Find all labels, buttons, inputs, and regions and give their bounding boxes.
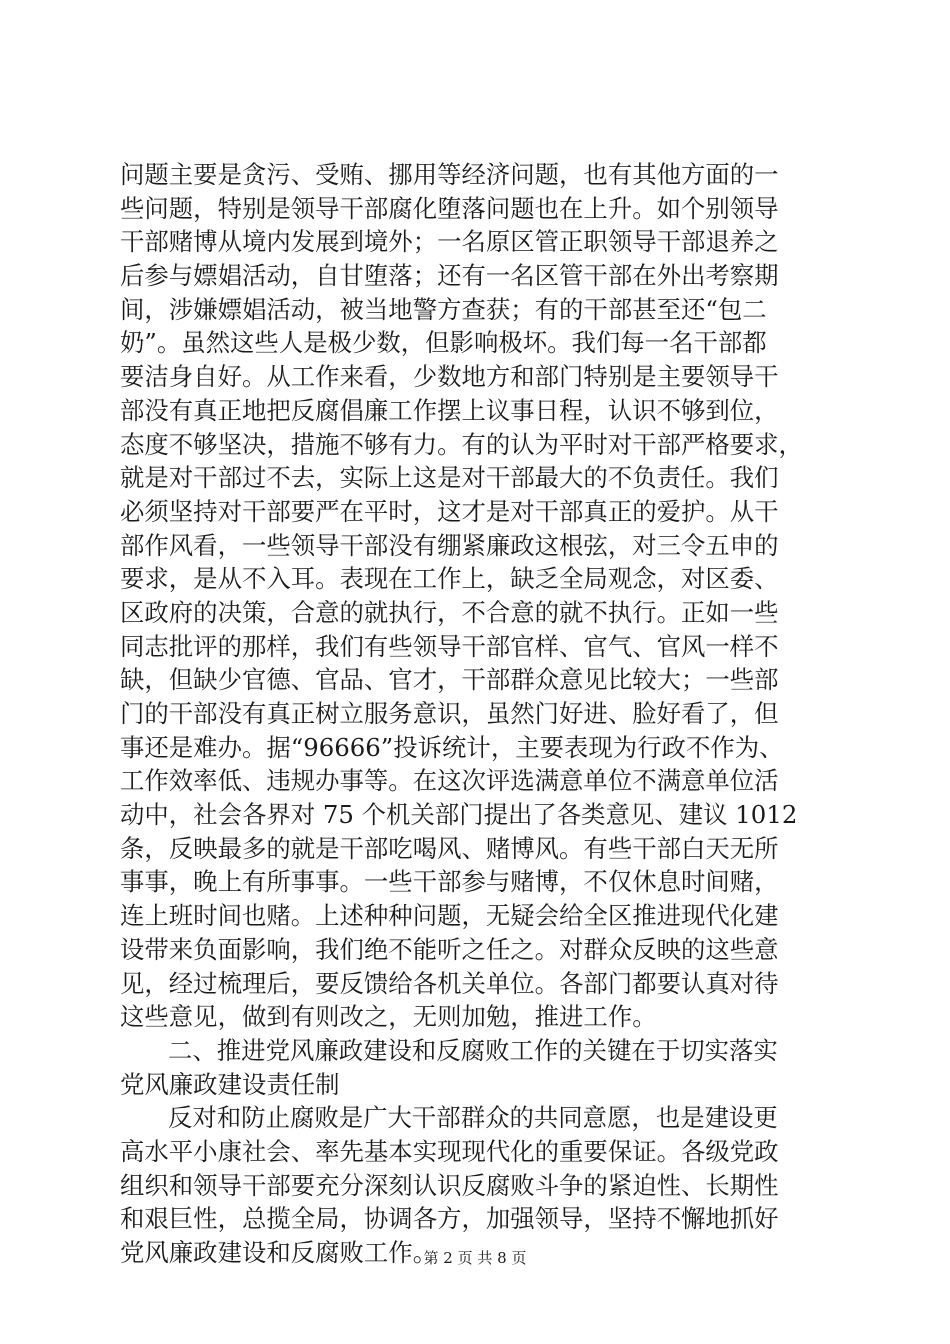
text-line: 组织和领导干部要充分深刻认识反腐败斗争的紧迫性、长期性 xyxy=(120,1170,779,1200)
text-line: 就是对干部过不去，实际上这是对干部最大的不负责任。我们 xyxy=(120,463,779,493)
text-line: 奶”。虽然这些人是极少数，但影响极坏。我们每一名干部都 xyxy=(120,328,767,358)
text-line: 区政府的决策，合意的就执行，不合意的就不执行。正如一些 xyxy=(120,597,779,627)
section-heading-line: 二、推进党风廉政建设和反腐败工作的关键在于切实落实 xyxy=(168,1035,778,1065)
text-line: 见，经过梳理后，要反馈给各机关单位。各部门都要认真对待 xyxy=(120,968,779,998)
text-line: 动中，社会各界对 75 个机关部门提出了各类意见、建议 1012 xyxy=(120,800,798,830)
text-line: 缺，但缺少官德、官品、官才，干部群众意见比较大；一些部 xyxy=(120,665,779,695)
text-line: 连上班时间也赌。上述种种问题，无疑会给全区推进现代化建 xyxy=(120,901,779,931)
text-line: 党风廉政建设和反腐败工作。 xyxy=(120,1238,438,1267)
text-line: 部作风看，一些领导干部没有绷紧廉政这根弦，对三令五申的 xyxy=(120,530,779,560)
body-text xyxy=(120,158,835,1270)
text-line: 高水平小康社会、率先基本实现现代化的重要保证。各级党政 xyxy=(120,1136,779,1166)
text-line: 门的干部没有真正树立服务意识，虽然门好进、脸好看了，但 xyxy=(120,699,779,728)
text-line: 些问题，特别是领导干部腐化堕落问题也在上升。如个别领导 xyxy=(120,193,779,223)
text-line: 和艰巨性，总揽全局，协调各方，加强领导，坚持不懈地抓好 xyxy=(120,1204,779,1234)
text-line: 同志批评的那样，我们有些领导干部官样、官气、官风一样不 xyxy=(120,631,779,661)
text-line: 间，涉嫌嫖娼活动，被当地警方查获；有的干部甚至还“包二 xyxy=(120,294,767,324)
text-line: 事事，晚上有所事事。一些干部参与赌博，不仅休息时间赌， xyxy=(120,867,779,897)
text-line: 后参与嫖娼活动，自甘堕落；还有一名区管干部在外出考察期 xyxy=(120,261,779,291)
section-heading-line: 党风廉政建设责任制 xyxy=(120,1069,340,1099)
text-line: 要洁身自好。从工作来看，少数地方和部门特别是主要领导干 xyxy=(120,362,779,392)
text-line: 工作效率低、违规办事等。在这次评选满意单位不满意单位活 xyxy=(120,766,779,796)
text-line: 事还是难办。据“96666”投诉统计，主要表现为行政不作为、 xyxy=(120,732,784,762)
text-line: 条，反映最多的就是干部吃喝风、赌博风。有些干部白天无所 xyxy=(120,833,779,863)
page-number-footer: 第 2 页 共 8 页 xyxy=(423,1249,527,1267)
text-line: 要求，是从不入耳。表现在工作上，缺乏全局观念，对区委、 xyxy=(120,564,779,594)
text-line: 问题主要是贪污、受贿、挪用等经济问题，也有其他方面的一 xyxy=(120,160,779,189)
text-line: 干部赌博从境内发展到境外；一名原区管正职领导干部退养之 xyxy=(120,227,779,257)
text-line: 设带来负面影响，我们绝不能听之任之。对群众反映的这些意 xyxy=(120,934,779,964)
text-line: 态度不够坚决，措施不够有力。有的认为平时对干部严格要求， xyxy=(120,429,803,459)
text-line: 部没有真正地把反腐倡廉工作摆上议事日程，认识不够到位， xyxy=(120,395,779,425)
text-line: 这些意见，做到有则改之，无则加勉，推进工作。 xyxy=(120,1002,657,1032)
text-line: 反对和防止腐败是广大干部群众的共同意愿，也是建设更 xyxy=(168,1103,778,1133)
text-line: 必须坚持对干部要严在平时，这才是对干部真正的爱护。从干 xyxy=(120,496,779,526)
